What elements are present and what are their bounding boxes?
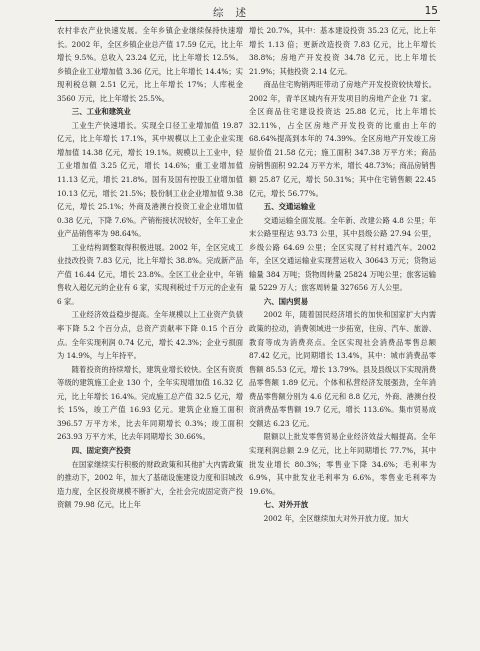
section-heading: 五、交通运输业 xyxy=(263,202,316,212)
paragraph: 2002 年，全区继续加大对外开放力度。加大 xyxy=(263,513,409,523)
section-heading: 七、对外开放 xyxy=(263,500,309,510)
section-title: 综述 xyxy=(213,7,258,19)
paragraph: 工业生产快速增长。实现全口径工业增加值 19.87 亿元，比上年增长 17.1%，其中规模以上工业企业实现增加值 14.38 亿元，增长 19.1%。规模以上工业中，轻工业增加值 3.25 亿元，增长 14.6%；重工业增加值 11.13 亿元，增长 21.8%。国有及国有控股工业增加值 10.13 亿元，增长 21.5%；股份制工业企业增加值 9.38 亿元，增长 25.1%；外商及港澳台投资工业企业增加值 0.38 亿元，下降 7.6%。产销衔接状况较好，全年工业企业产品销售率为 98.64%。 xyxy=(57,120,243,239)
paragraph: 增长 20.7%，其中：基本建设投资 35.23 亿元，比上年增长 1.13 倍；更新改造投资 7.83 亿元，比上年增长 38.8%；房地产开发投资 34.78 亿元，比上年增长 21.9%；其他投资 2.14 亿元。 xyxy=(249,26,436,76)
page-number: 15 xyxy=(424,5,438,17)
right-column xyxy=(249,24,436,525)
running-header xyxy=(55,0,440,21)
paragraph: 工业结构调整取得积极进展。2002 年，全区完成工业技改投资 7.83 亿元，比上年增长 38.8%。完成新产品产值 16.44 亿元，增长 23.8%。全区工业企业中，年销售收入超亿元的企业有 6 家，实现利税过千万元的企业有 6 家。 xyxy=(57,242,243,306)
section-heading: 四、固定资产投资 xyxy=(71,445,131,455)
paragraph: 农村非农产业快速发展。全年乡镇企业继续保持快速增长。2002 年，全区乡镇企业总产值 17.59 亿元，比上年增长 9.5%。总收入 23.24 亿元，比上年增长 12.5%。乡镇企业工业增加值 3.36 亿元，比上年增长 14.4%；实现利税总额 2.51 亿元，比上年增长 17%；人库税金 3560 万元，比上年增长 25.5%。 xyxy=(57,26,243,103)
paragraph: 2002 年，随着国民经济增长的加快和国家扩大内需政策的拉动，消费领域进一步拓宽，住房、汽车、旅游、教育等成为消费亮点。全区实现社会消费品零售总额 87.42 亿元，比同期增长 13.4%，其中：城市消费品零售额 85.53 亿元，增长 13.79%。县及县级以下实现消费品零售额 1.89 亿元。个体和私营经济发展强劲，全年消费品零售额分别为 4.6 亿元和 8.8 亿元，外商、港澳台投资消费品零售额 19.7 亿元，增长 113.6%。集市贸易成交额达 6.23 亿元。 xyxy=(249,310,437,428)
left-column xyxy=(57,24,243,512)
paragraph: 商品住宅购销两旺带动了房地产开发投资较快增长。2002 年，青羊区城内有开发项目的房地产企业 71 家。全区商品住宅建设投资达 25.88 亿元，比上年增长 32.11%，占全区房地产开发投资的比重由上年的 68.64%提高到本年的 74.39%。全区房地产开发竣工房屋价值 21.58 亿元；施工面积 347.38 万平方米；商品房销售面积 92.24 万平方米，增长 48.73%；商品房销售额 25.87 亿元，增长 50.31%；其中住宅销售额 22.45 亿元，增长 56.77%。 xyxy=(249,80,437,198)
paragraph: 随着投资的持续增长，建筑业增长较快。全区有资质等级的建筑施工企业 130 个，全年实现增加值 16.32 亿元，比上年增长 16.4%。完成施工总产值 32.5 亿元，增长 15%，竣工产值 16.93 亿元。建筑企业施工面积 396.57 万平方米，比去年同期增长 0.3%；竣工面积 263.93 万平方米，比去年同期增长 30.66%。 xyxy=(57,364,243,442)
paragraph: 工业经济效益稳步提高。全年规模以上工业资产负债率下降 5.2 个百分点，总资产贡献率下降 0.15 个百分点。全年实现利润 0.74 亿元，增长 42.3%；企业亏损面为 14.9%，与上年持平。 xyxy=(57,310,243,361)
paragraph: 交通运输全面发展。全年新、改建公路 4.8 公里；年末公路里程达 93.73 公里，其中县级公路 27.94 公里，乡级公路 64.69 公里；全区实现了村村通汽车。2002 年，全区交通运输业实现营运收入 30643 万元；货物运输量 384 万吨；货物周转量 25824 万吨公里；旅客运输量 5229 万人；旅客周转量 327656 万人公里。 xyxy=(249,215,436,293)
section-heading: 六、国内贸易 xyxy=(263,296,309,306)
paragraph: 在国家继续实行积极的财政政策和其他扩大内需政策的推动下，2002 年，加大了基础设施建设力度和旧城改造力度，全区投资规模不断扩大，全社会完成固定资产投资额 79.98 亿元，比上年 xyxy=(57,459,243,510)
paragraph: 限额以上批发零售贸易企业经济效益大幅提高。全年实现利润总额 2.9 亿元，比上年同期增长 77.7%，其中批发业增长 80.3%；零售业下降 34.6%；毛利率为 6.9%，其中批发业毛利率为 6.6%，零售业毛利率为 19.6%。 xyxy=(249,432,436,496)
section-heading: 三、工业和建筑业 xyxy=(71,107,131,117)
